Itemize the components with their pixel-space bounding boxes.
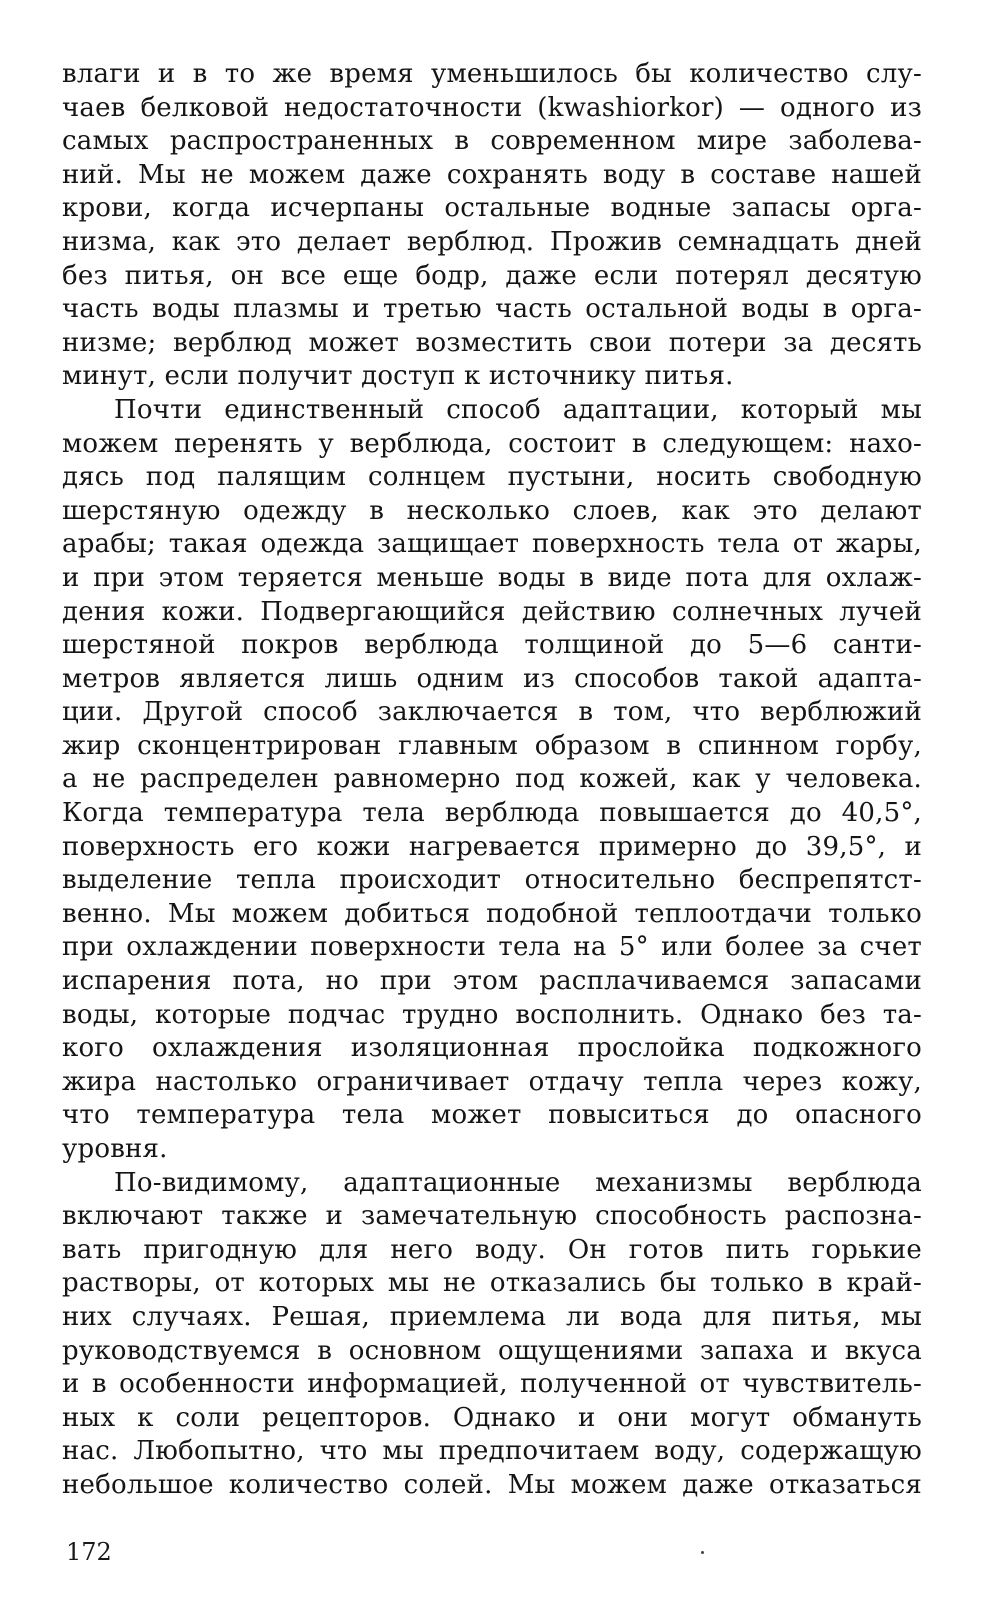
text-line: По-видимому, адаптационные механизмы верблюда [114, 1167, 922, 1198]
text-line: и при этом теряется меньше воды в виде пота для охлаж- [62, 562, 922, 593]
text-line: воды, которые подчас трудно восполнить. Однако без та- [62, 999, 922, 1030]
text-line: минут, если получит доступ к источнику питья. [62, 361, 734, 392]
text-line: венно. Мы можем добиться подобной теплоотдачи только [62, 898, 922, 929]
text-line: растворы, от которых мы не отказались бы только в край- [62, 1268, 922, 1299]
text-line: крови, когда исчерпаны остальные водные запасы орга- [62, 193, 922, 224]
text-line: низме; верблюд может возместить свои потери за десять [62, 327, 922, 358]
text-line: ции. Другой способ заключается в том, что верблюжий [62, 697, 922, 728]
page-number: 172 [66, 1538, 112, 1566]
text-line: метров является лишь одним из способов такой адапта- [62, 663, 922, 694]
text-line: ний. Мы не можем даже сохранять воду в составе нашей [62, 159, 922, 190]
paragraph-3 [62, 1167, 922, 1503]
text-line: жира настолько ограничивает отдачу тепла через кожу, [62, 1066, 922, 1097]
print-speck [701, 1551, 704, 1554]
text-line: арабы; такая одежда защищает поверхность тела от жары, [62, 529, 922, 560]
text-line: кого охлаждения изоляционная прослойка подкожного [62, 1033, 922, 1064]
text-line: включают также и замечательную способность распозна- [62, 1201, 922, 1232]
paragraph-2 [62, 394, 922, 1167]
text-line: них случаях. Решая, приемлема ли вода для питья, мы [62, 1301, 922, 1332]
text-line: дения кожи. Подвергающийся действию солнечных лучей [62, 596, 922, 627]
text-line: Почти единственный способ адаптации, который мы [114, 394, 922, 425]
text-line: что температура тела может повыситься до опасного [62, 1100, 922, 1131]
text-line: небольшое количество солей. Мы можем даже отказаться [62, 1469, 922, 1500]
text-line: шерстяную одежду в несколько слоев, как это делают [62, 495, 922, 526]
page-body [62, 58, 922, 1538]
text-line: жир сконцентрирован главным образом в спинном горбу, [62, 730, 922, 761]
text-line: часть воды плазмы и третью часть остальной воды в орга- [62, 294, 922, 325]
text-line: шерстяной покров верблюда толщиной до 5—6 санти- [62, 630, 922, 661]
text-line: можем перенять у верблюда, состоит в следующем: нахо- [62, 428, 922, 459]
text-line: нас. Любопытно, что мы предпочитаем воду, содержащую [62, 1436, 922, 1467]
text-line: руководствуемся в основном ощущениями запаха и вкуса [62, 1335, 922, 1366]
text-line: без питья, он все еще бодр, даже если потерял десятую [62, 260, 922, 291]
text-line: ных к соли рецепторов. Однако и они могут обмануть [62, 1402, 922, 1433]
text-line: самых распространенных в современном мире заболева- [62, 126, 922, 157]
text-line: при охлаждении поверхности тела на 5° или более за счет [62, 932, 922, 963]
text-line: уровня. [62, 1134, 168, 1164]
text-line: и в особенности информацией, полученной от чувствитель- [62, 1369, 922, 1400]
text-line: поверхность его кожи нагревается примерно до 39,5°, и [62, 831, 922, 862]
text-line: вать пригодную для него воду. Он готов пить горькие [62, 1234, 922, 1265]
text-line: выделение тепла происходит относительно беспрепятст- [62, 865, 922, 896]
paragraph-1 [62, 58, 922, 394]
text-line: Когда температура тела верблюда повышается до 40,5°, [62, 798, 922, 829]
text-line: чаев белковой недостаточности (kwashiorkor) — одного из [62, 92, 922, 123]
text-line: дясь под палящим солнцем пустыни, носить свободную [62, 462, 922, 493]
text-line: испарения пота, но при этом расплачиваемся запасами [62, 966, 922, 997]
text-line: а не распределен равномерно под кожей, как у человека. [62, 764, 922, 795]
text-line: влаги и в то же время уменьшилось бы количество слу- [62, 59, 922, 89]
text-line: низма, как это делает верблюд. Прожив семнадцать дней [62, 226, 922, 257]
